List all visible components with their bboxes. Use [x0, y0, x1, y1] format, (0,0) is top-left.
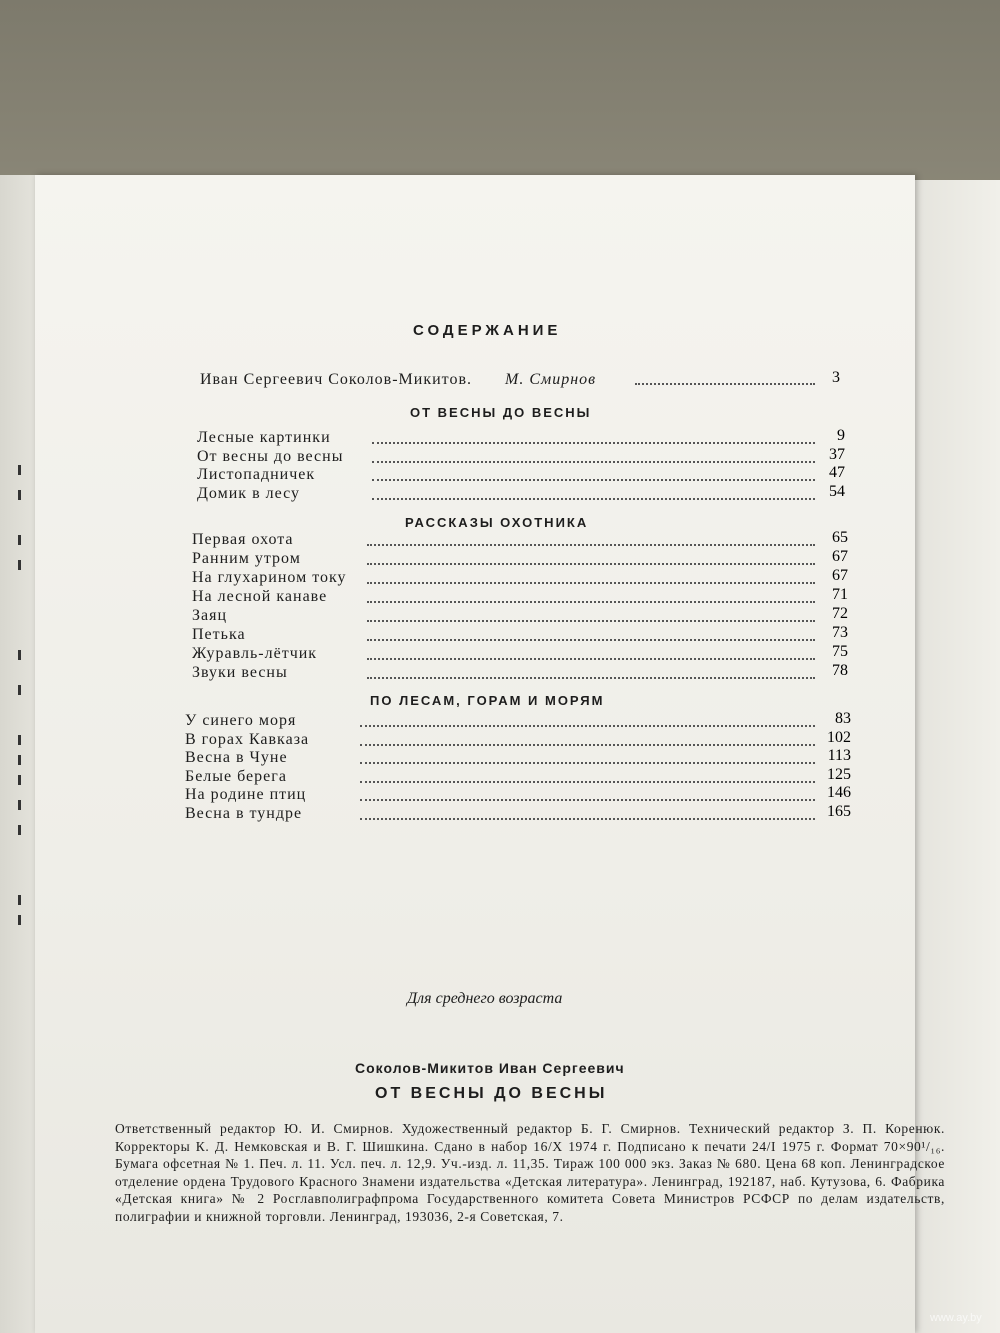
- toc-item-label: Домик в лесу: [197, 484, 300, 502]
- toc-leader-dots: [367, 673, 815, 679]
- toc-item-label: Первая охота: [192, 531, 294, 548]
- toc-item-label: На лесной канаве: [192, 588, 328, 605]
- toc-item-page: 9: [837, 427, 845, 444]
- toc-item-page: 78: [832, 662, 848, 679]
- imprint-text: Ответственный редактор Ю. И. Смирнов. Художественный редактор Б. Г. Смирнов. Технический редактор З. П. Коренюк. Корректоры К. Д. Немковская и В. Г. Шишкина. Сдано в набор 16/X 1974 г. Подписано к печати 24/I 1975 г. Формат 70×90¹/₁₆. Бумага офсетная № 1. Печ. л. 11. Усл. печ. л. 12,9. Уч.-изд. л. 11,35. Тираж 100 000 экз. Заказ № 680. Цена 68 коп. Ленинградское отделение ордена Трудового Красного Знамени издательства «Детская литература». Ленинград, 192187, наб. Кутузова, 6. Фабрика «Детская книга» № 2 Росглавполиграфпрома Государственного комитета Совета Министров РСФСР по делам издательств, полиграфии и книжной торговли. Ленинград, 193036, 2-я Советская, 7.: [115, 1121, 945, 1224]
- toc-item-label: Петька: [192, 626, 246, 643]
- intro-page: 3: [832, 369, 840, 386]
- toc-item-page: 71: [832, 586, 848, 603]
- toc-item-label: Лесные картинки: [197, 429, 331, 446]
- toc-leader-dots: [360, 777, 815, 783]
- toc-leader-dots: [360, 758, 815, 764]
- toc-item-label: Весна в тундре: [185, 805, 303, 822]
- toc-leader-dots: [372, 494, 815, 500]
- toc-item-page: 67: [832, 548, 848, 565]
- age-note: Для среднего возраста: [407, 990, 563, 1007]
- toc-item-label: Весна в Чуне: [185, 749, 288, 767]
- contents-heading: СОДЕРЖАНИЕ: [413, 322, 562, 339]
- toc-item-label: Листопадничек: [197, 466, 316, 483]
- toc-item-label: Звуки весны: [192, 664, 288, 681]
- toc-leader-dots: [367, 540, 815, 546]
- toc-leader-dots: [372, 457, 815, 463]
- toc-leader-dots: [367, 559, 815, 565]
- toc-leader-dots: [367, 635, 815, 641]
- section-title: ПО ЛЕСАМ, ГОРАМ И МОРЯМ: [370, 693, 605, 708]
- watermark-text: www.ay.by: [930, 1312, 982, 1324]
- toc-item-label: Белые берега: [185, 767, 287, 785]
- book-page: [35, 175, 945, 1333]
- toc-leader-dots: [360, 814, 815, 820]
- toc-item-label: Заяц: [192, 607, 228, 624]
- toc-item-label: На родине птиц: [185, 786, 307, 804]
- section-title: ОТ ВЕСНЫ ДО ВЕСНЫ: [410, 405, 592, 420]
- toc-leader-dots: [367, 654, 815, 660]
- toc-item-page: 37: [829, 445, 845, 463]
- toc-item-page: 73: [832, 624, 848, 641]
- toc-item-page: 125: [827, 765, 851, 783]
- section-title: РАССКАЗЫ ОХОТНИКА: [405, 515, 589, 530]
- toc-item-page: 47: [829, 464, 845, 481]
- toc-leader-dots: [360, 721, 815, 727]
- toc-leader-dots: [360, 740, 815, 746]
- toc-leader-dots: [367, 578, 815, 584]
- toc-item-page: 113: [827, 747, 851, 765]
- toc-item-page: 54: [829, 482, 845, 500]
- intro-writer: М. Смирнов: [505, 371, 597, 388]
- toc-item-label: На глухарином току: [192, 569, 347, 586]
- book-author: Соколов-Микитов Иван Сергеевич: [355, 1060, 625, 1076]
- toc-item-page: 83: [835, 710, 851, 727]
- toc-item-label: Ранним утром: [192, 550, 301, 567]
- toc-leader-dots: [372, 475, 815, 481]
- book-title: ОТ ВЕСНЫ ДО ВЕСНЫ: [375, 1085, 608, 1102]
- toc-item-label: В горах Кавказа: [185, 730, 310, 748]
- toc-item-label: У синего моря: [185, 712, 297, 729]
- toc-item-page: 146: [827, 784, 851, 802]
- toc-item-page: 72: [832, 605, 848, 622]
- toc-item-page: 102: [827, 728, 851, 746]
- toc-item-label: От весны до весны: [197, 447, 344, 465]
- toc-leader-dots: [367, 597, 815, 603]
- toc-item-page: 67: [832, 567, 848, 584]
- toc-item-page: 65: [832, 529, 848, 546]
- toc-leader-dots: [367, 616, 815, 622]
- toc-item-label: Журавль-лётчик: [192, 645, 318, 662]
- toc-item-page: 75: [832, 643, 848, 660]
- toc-leader-dots: [360, 795, 815, 801]
- toc-leader-dots: [372, 438, 815, 444]
- intro-author: Иван Сергеевич Соколов-Микитов.: [200, 371, 472, 388]
- toc-item-page: 165: [827, 803, 851, 820]
